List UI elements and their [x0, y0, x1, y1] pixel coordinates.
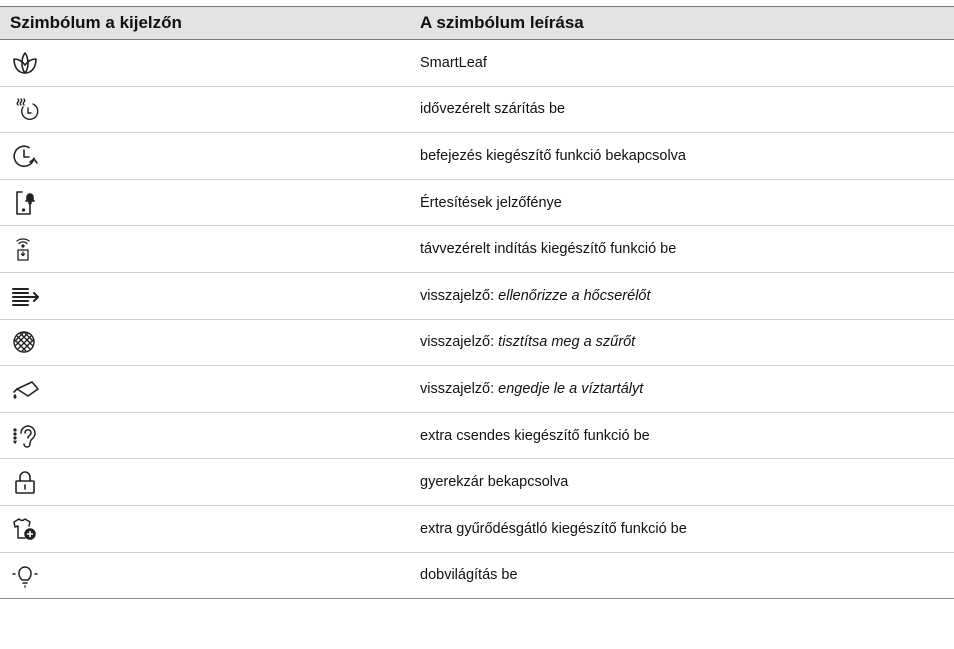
description-cell: visszajelző: tisztítsa meg a szűrőt	[420, 334, 636, 351]
description-cell: dobvilágítás be	[420, 567, 518, 584]
table-row	[0, 320, 954, 367]
table-row	[0, 413, 954, 460]
description-cell: távvezérelt indítás kiegészítő funkció be	[420, 241, 677, 258]
table-row	[0, 459, 954, 506]
description-cell: extra gyűrődésgátló kiegészítő funkció be	[420, 520, 687, 537]
extra-quiet-icon	[10, 421, 40, 451]
description-cell: befejezés kiegészítő funkció bekapcsolva	[420, 147, 686, 164]
symbol-cell	[0, 467, 420, 497]
table-row	[0, 87, 954, 134]
table-row	[0, 553, 954, 600]
symbol-cell	[0, 327, 420, 357]
symbol-cell	[0, 141, 420, 171]
heat-exchanger-icon	[10, 281, 40, 311]
symbol-cell	[0, 188, 420, 218]
finish-time-icon	[10, 141, 40, 171]
symbol-cell	[0, 94, 420, 124]
symbol-cell	[0, 374, 420, 404]
description-cell: Értesítések jelzőfénye	[420, 194, 562, 211]
symbol-table	[0, 6, 954, 599]
description-cell: idővezérelt szárítás be	[420, 101, 566, 118]
table-row	[0, 40, 954, 87]
anti-crease-icon	[10, 514, 40, 544]
table-row	[0, 226, 954, 273]
description-cell: gyerekzár bekapcsolva	[420, 474, 569, 491]
table-row	[0, 133, 954, 180]
header-description: A szimbólum leírása	[420, 13, 584, 32]
description-cell: visszajelző: engedje le a víztartályt	[420, 380, 644, 397]
symbol-cell	[0, 514, 420, 544]
symbol-cell	[0, 281, 420, 311]
child-lock-icon	[10, 467, 40, 497]
notification-light-icon	[10, 188, 40, 218]
symbol-cell	[0, 234, 420, 264]
filter-icon	[10, 327, 40, 357]
leaf-icon	[10, 48, 40, 78]
table-row	[0, 366, 954, 413]
description-cell: visszajelző: ellenőrizze a hőcserélőt	[420, 287, 651, 304]
symbol-cell	[0, 48, 420, 78]
table-row	[0, 506, 954, 553]
timed-drying-icon	[10, 94, 40, 124]
drum-light-icon	[10, 560, 40, 590]
header-symbol: Szimbólum a kijelzőn	[10, 13, 182, 32]
table-row	[0, 273, 954, 320]
table-row	[0, 180, 954, 227]
description-cell: extra csendes kiegészítő funkció be	[420, 427, 650, 444]
remote-start-icon	[10, 234, 40, 264]
water-tank-icon	[10, 374, 40, 404]
symbol-cell	[0, 421, 420, 451]
description-cell: SmartLeaf	[420, 54, 487, 71]
symbol-cell	[0, 560, 420, 590]
table-header	[0, 6, 954, 40]
